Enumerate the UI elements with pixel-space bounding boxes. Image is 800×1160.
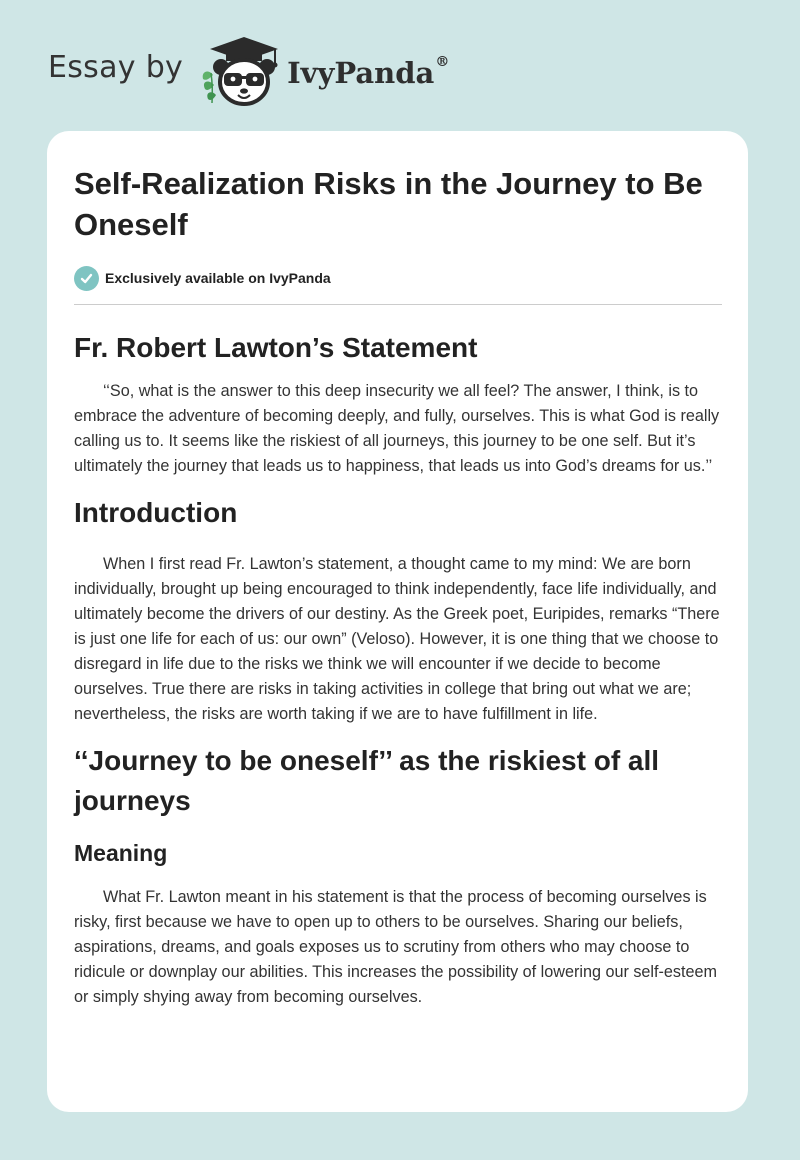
brand-text: IvyPanda	[287, 56, 435, 90]
exclusive-badge	[74, 265, 722, 291]
brand-name[interactable]	[287, 56, 449, 90]
section-paragraph-meaning: What Fr. Lawton meant in his statement is that the process of becoming ourselves is risky, first because we have to open up to others to be ourselves. Sharing our beliefs, aspirations, dreams, and goals exposes us to scrutiny from others who may choose to ridicule or downplay our abilities. This increases the possibility of lowering our self-esteem or simply shying away from becoming ourselves.	[74, 888, 718, 1006]
subsection-heading-meaning: Meaning	[74, 840, 168, 866]
panda-graduate-logo-icon[interactable]	[195, 35, 285, 107]
registered-mark: ®	[435, 54, 450, 70]
essay-card	[47, 131, 748, 1112]
section-heading-statement: Fr. Robert Lawton’s Statement	[74, 332, 478, 363]
exclusive-label: Exclusively available on IvyPanda	[105, 270, 331, 286]
check-circle-icon	[74, 266, 99, 291]
site-header	[48, 36, 449, 106]
section-paragraph-statement: ‘‘So, what is the answer to this deep insecurity we all feel? The answer, I think, is to embrace the adventure of becoming deeply, and fully, ourselves. This is what God is really calling us to. It seems like the riskiest of all journeys, this journey to be one self. But it’s ultimately the journey that leads us to happiness, that leads us into God’s dreams for us.’’	[74, 382, 720, 475]
essay-title: Self-Realization Risks in the Journey to Be Oneself	[74, 166, 703, 242]
section-paragraph-introduction: When I first read Fr. Lawton’s statement, a thought came to my mind: We are born individually, brought up being encouraged to think independently, face life individually, and ultimately become the drivers of our destiny. As the Greek poet, Euripides, remarks “There is just one life for each of us: our own” (Veloso). However, it is one thing that we choose to disregard in life due to the risks we think we will encounter if we decide to become ourselves. True there are risks in taking activities in college that bring out what we are; nevertheless, the risks are worth taking if we are to have fulfillment in life.	[74, 555, 720, 723]
essay-by-label: Essay by	[48, 49, 184, 85]
section-heading-journey: ‘‘Journey to be oneself’’ as the riskiest of all journeys	[74, 745, 660, 816]
title-divider	[74, 304, 722, 305]
section-heading-introduction: Introduction	[74, 497, 238, 528]
